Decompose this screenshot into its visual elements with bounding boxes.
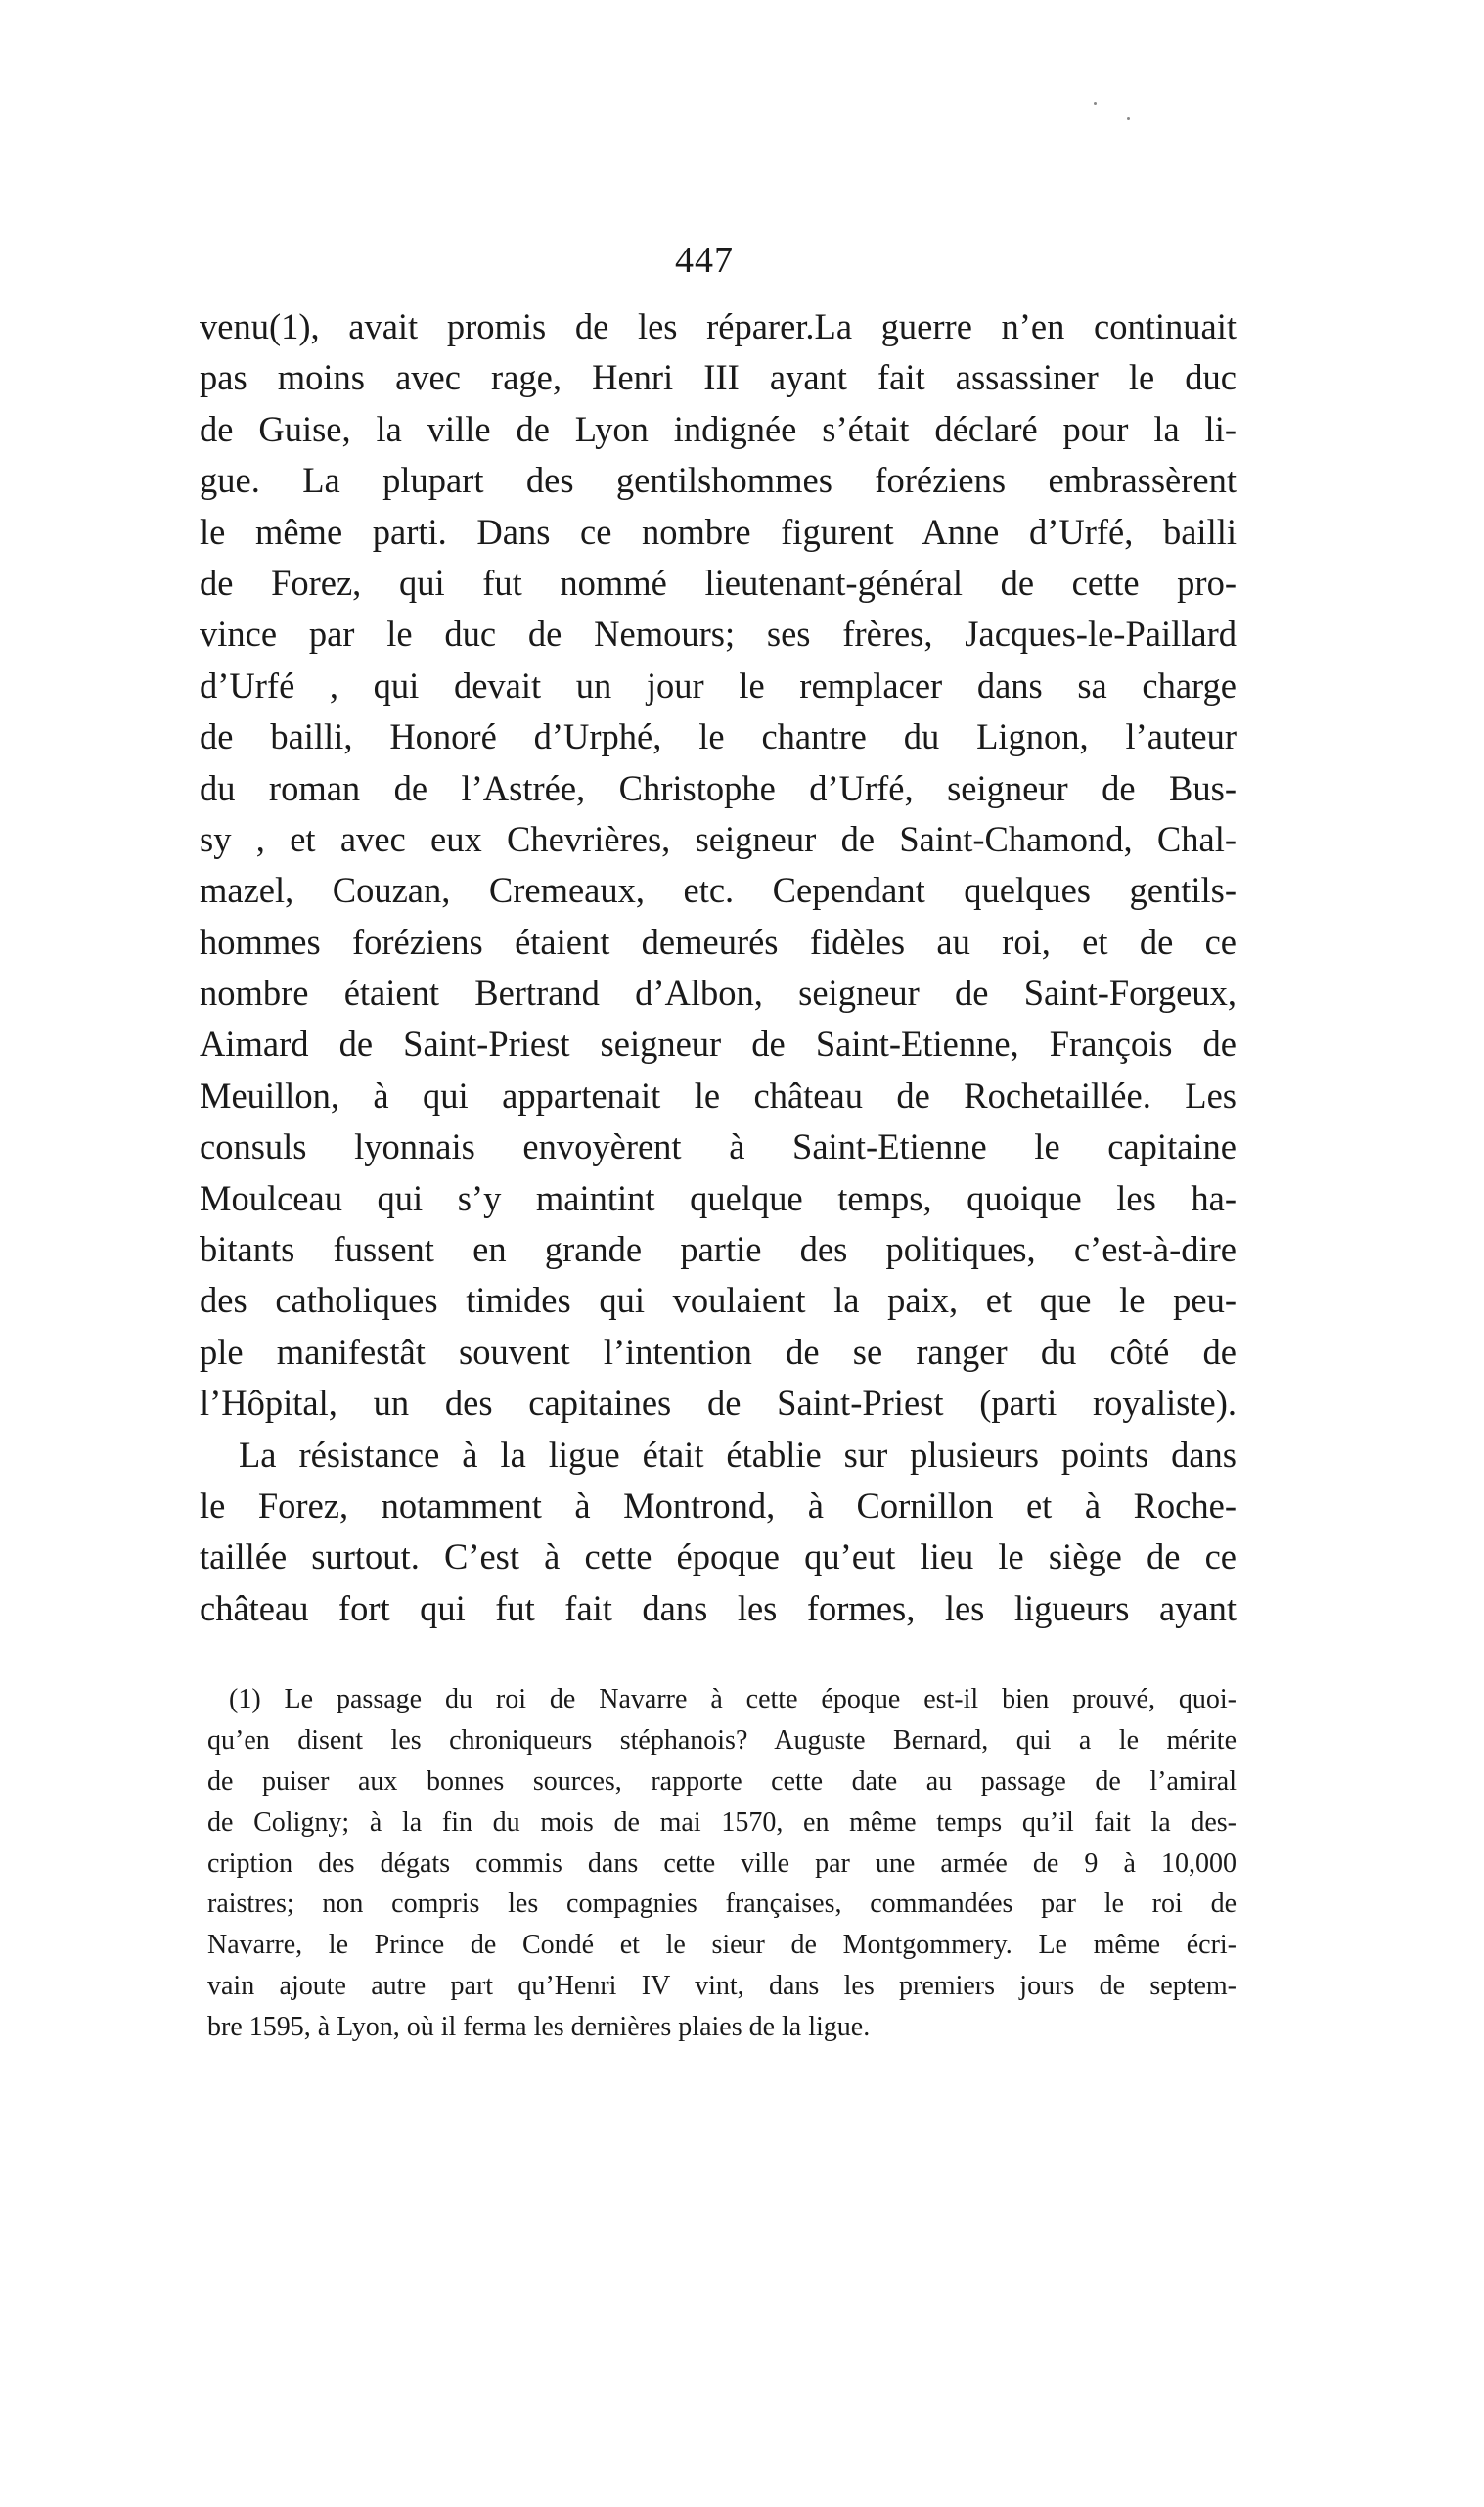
text-line: Aimard de Saint-Priest seigneur de Saint-Etienne, François de <box>200 1024 1237 1065</box>
text-line: pas moins avec rage, Henri III ayant fait assassiner le duc <box>200 357 1237 398</box>
text-line: Moulceau qui s’y maintint quelque temps, quoique les ha- <box>200 1177 1237 1218</box>
text-line: l’Hôpital, un des capitaines de Saint-Priest (parti royaliste). <box>200 1383 1237 1424</box>
text-line: le même parti. Dans ce nombre figurent Anne d’Urfé, bailli <box>200 511 1237 552</box>
text-line: hommes foréziens étaient demeurés fidèles au roi, et de ce <box>200 921 1237 962</box>
text-line: château fort qui fut fait dans les formes, les ligueurs ayant <box>200 1587 1237 1628</box>
footnotes <box>207 1679 1237 2048</box>
text-line: bitants fussent en grande partie des politiques, c’est-à-dire <box>200 1229 1237 1270</box>
text-line: nombre étaient Bertrand d’Albon, seigneur de Saint-Forgeux, <box>200 973 1237 1014</box>
paper-speck <box>1127 117 1130 120</box>
text-line: de bailli, Honoré d’Urphé, le chantre du Lignon, l’auteur <box>200 716 1237 757</box>
text-line: ple manifestât souvent l’intention de se ranger du côté de <box>200 1331 1237 1372</box>
text-line: gue. La plupart des gentilshommes foréziens embrassèrent <box>200 460 1237 501</box>
text-line: vince par le duc de Nemours; ses frères, Jacques-le-Paillard <box>200 614 1237 655</box>
paragraph-start-line: La résistance à la ligue était établie sur plusieurs points dans <box>239 1434 1237 1475</box>
text-line: de Guise, la ville de Lyon indignée s’était déclaré pour la li- <box>200 408 1237 449</box>
text-line: Meuillon, à qui appartenait le château de Rochetaillée. Les <box>200 1074 1237 1116</box>
text-line: sy , et avec eux Chevrières, seigneur de Saint-Chamond, Chal- <box>200 818 1237 859</box>
text-line: du roman de l’Astrée, Christophe d’Urfé, seigneur de Bus- <box>200 767 1237 808</box>
footnote-line: Navarre, le Prince de Condé et le sieur de Montgommery. Le même écri- <box>207 1930 1237 1961</box>
text-line: des catholiques timides qui voulaient la paix, et que le peu- <box>200 1280 1237 1321</box>
footnote-line: qu’en disent les chroniqueurs stéphanois? Auguste Bernard, qui a le mérite <box>207 1724 1237 1755</box>
text-line: consuls lyonnais envoyèrent à Saint-Etienne le capitaine <box>200 1126 1237 1167</box>
text-line: d’Urfé , qui devait un jour le remplacer dans sa charge <box>200 664 1237 706</box>
paper-speck <box>1094 102 1097 105</box>
footnote-line: cription des dégats commis dans cette ville par une armée de 9 à 10,000 <box>207 1847 1237 1879</box>
footnote-line: raistres; non compris les compagnies françaises, commandées par le roi de <box>207 1889 1237 1920</box>
footnote-line: de puiser aux bonnes sources, rapporte cette date au passage de l’amiral <box>207 1765 1237 1797</box>
text-line: mazel, Couzan, Cremeaux, etc. Cependant quelques gentils- <box>200 870 1237 911</box>
text-line: venu(1), avait promis de les réparer.La guerre n’en continuait <box>200 306 1237 346</box>
footnote-line: bre 1595, à Lyon, où il ferma les dernières plaies de la ligue. <box>207 2012 871 2043</box>
page-number: 447 <box>675 240 734 281</box>
text-line: taillée surtout. C’est à cette époque qu’eut lieu le siège de ce <box>200 1536 1237 1577</box>
footnote-line: vain ajoute autre part qu’Henri IV vint, dans les premiers jours de septem- <box>207 1971 1237 2002</box>
footnote-line: (1) Le passage du roi de Navarre à cette époque est-il bien prouvé, quoi- <box>229 1684 1237 1714</box>
footnote-line: de Coligny; à la fin du mois de mai 1570, en même temps qu’il fait la des- <box>207 1806 1237 1838</box>
text-line: de Forez, qui fut nommé lieutenant-général de cette pro- <box>200 562 1237 603</box>
main-text <box>200 301 1237 1634</box>
text-line: le Forez, notamment à Montrond, à Cornillon et à Roche- <box>200 1484 1237 1526</box>
